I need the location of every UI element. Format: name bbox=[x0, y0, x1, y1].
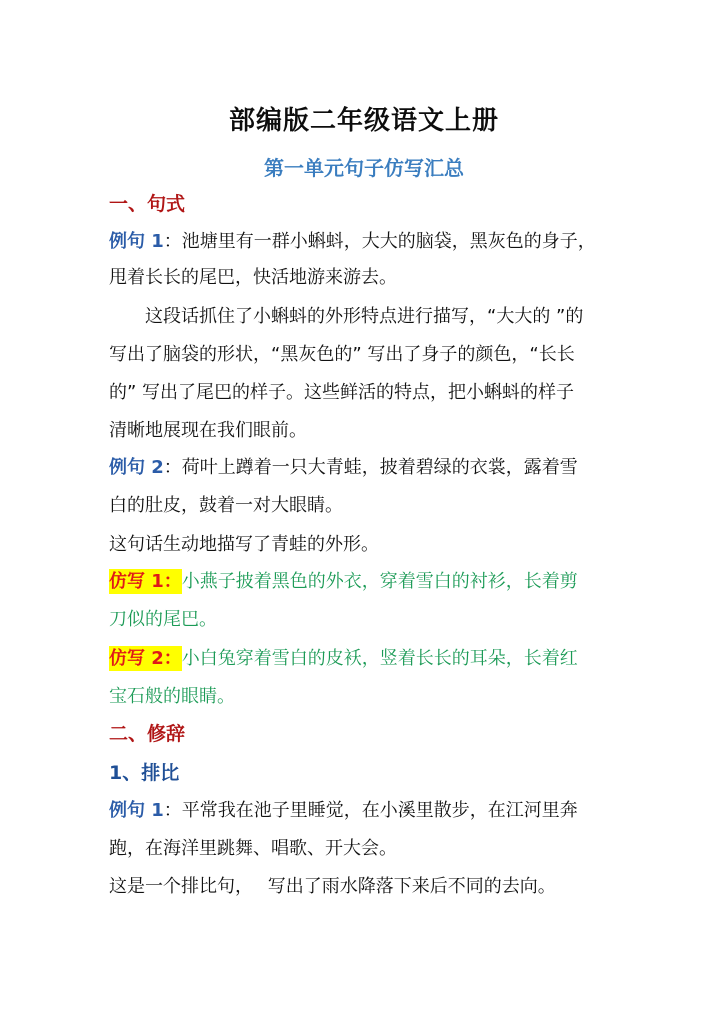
imitation2-line2: 宝石般的眼睛。 bbox=[109, 686, 235, 707]
section-heading-syntax: 一、句式 bbox=[109, 193, 186, 215]
analysis2: 这句话生动地描写了青蛙的外形。 bbox=[109, 534, 379, 555]
analysis1-line2: 写出了脑袋的形状，“黑灰色的” 写出了身子的颜色，“长长 bbox=[109, 344, 575, 365]
example1-line2: 甩着长长的尾巴，快活地游来游去。 bbox=[109, 267, 397, 288]
parallel-example-line1: 例句 1：平常我在池子里睡觉，在小溪里散步，在江河里奔 bbox=[109, 800, 578, 821]
imitation2-line1: 仿写 2：小白兔穿着雪白的皮袄，竖着长长的耳朵，长着红 bbox=[109, 648, 578, 669]
imitation-label: 仿写 2： bbox=[109, 648, 182, 669]
section-heading-rhetoric: 二、修辞 bbox=[109, 723, 186, 745]
analysis1-line1: 这段话抓住了小蝌蚪的外形特点进行描写，“大大的 ”的 bbox=[109, 306, 584, 327]
example1-line1: 例句 1：池塘里有一群小蝌蚪，大大的脑袋，黑灰色的身子， bbox=[109, 231, 596, 252]
imitation1-line2: 刀似的尾巴。 bbox=[109, 609, 217, 630]
subsection-heading-parallelism: 1、排比 bbox=[109, 762, 180, 784]
imitation-label: 仿写 1： bbox=[109, 571, 182, 592]
example2-line1: 例句 2：荷叶上蹲着一只大青蛙，披着碧绿的衣裳，露着雪 bbox=[109, 457, 578, 478]
parallel-example-line2: 跑，在海洋里跳舞、唱歌、开大会。 bbox=[109, 838, 397, 859]
example2-line2: 白的肚皮，鼓着一对大眼睛。 bbox=[109, 495, 343, 516]
example-label: 例句 1 bbox=[109, 800, 164, 821]
document-subtitle: 第一单元句子仿写汇总 bbox=[264, 156, 464, 180]
imitation1-line1: 仿写 1：小燕子披着黑色的外衣，穿着雪白的衬衫，长着剪 bbox=[109, 571, 578, 592]
example-label: 例句 2 bbox=[109, 457, 164, 478]
document-title: 部编版二年级语文上册 bbox=[228, 106, 499, 136]
example-label: 例句 1 bbox=[109, 231, 164, 252]
parallel-analysis: 这是一个排比句， 写出了雨水降落下来后不同的去向。 bbox=[109, 876, 556, 897]
analysis1-line4: 清晰地展现在我们眼前。 bbox=[109, 420, 307, 441]
analysis1-line3: 的” 写出了尾巴的样子。这些鲜活的特点，把小蝌蚪的样子 bbox=[109, 382, 575, 403]
